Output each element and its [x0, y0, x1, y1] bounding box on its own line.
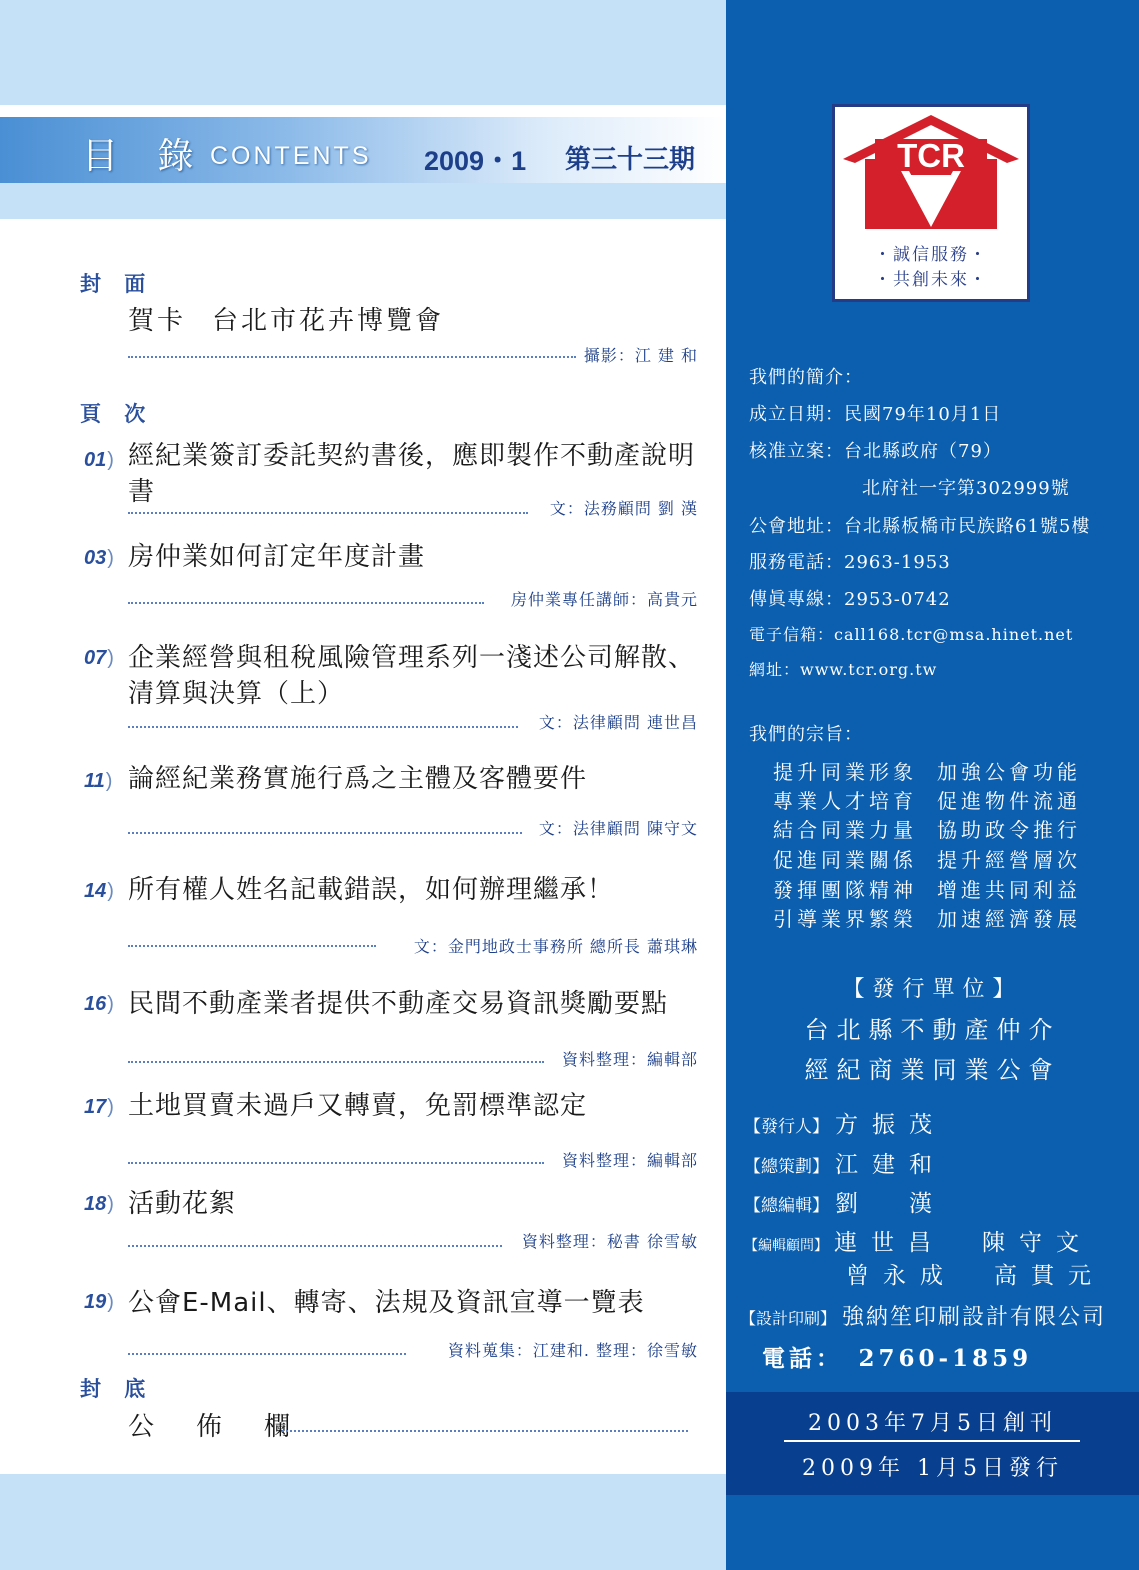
toc-author: 資料蒐集：江建和. 整理：徐雪敏 — [447, 1341, 698, 1360]
editor-row: 【總編輯】 劉 漢 — [744, 1191, 946, 1217]
toc-author: 資料整理：編輯部 — [561, 1151, 698, 1170]
toc-page-number: 17 ) — [84, 1096, 114, 1119]
publisher-label: 【發行單位】 — [842, 977, 1023, 1002]
toc-author: 文：法律顧問 陳守文 — [538, 819, 698, 838]
purpose-row: 發揮團隊精神 增進共同利益 — [773, 878, 1081, 902]
pages-section-label: 頁 次 — [80, 402, 154, 426]
toc-page-number: 16 ) — [84, 993, 114, 1016]
bottom-band — [0, 1474, 726, 1570]
intro-address: 公會地址：台北縣板橋市民族路61號5樓 — [749, 516, 1091, 537]
purpose-row: 引導業界繁榮 加速經濟發展 — [773, 907, 1081, 931]
toc-title: 經紀業簽訂委託契約書後，應即製作不動產說明書 — [128, 441, 696, 507]
leader-dots — [128, 832, 522, 834]
purpose-heading: 我們的宗旨： — [749, 724, 863, 745]
slogan-line-1: ・誠信服務・ — [874, 245, 988, 265]
leader-dots — [128, 1162, 544, 1164]
top-band — [0, 0, 726, 105]
purpose-row: 促進同業關係 提升經營層次 — [773, 848, 1081, 872]
toc-page-number: 18 ) — [84, 1193, 114, 1216]
contents-title-en: CONTENTS — [210, 142, 372, 170]
purpose-row: 專業人才培育 促進物件流通 — [773, 789, 1081, 813]
printer-row: 【設計印刷】 強納笙印刷設計有限公司 — [740, 1305, 1107, 1330]
planner-row: 【總策劃】 江建和 — [744, 1152, 946, 1178]
slogan-line-2: ・共創未來・ — [874, 270, 988, 290]
leader-dots — [128, 1245, 502, 1247]
toc-author: 文：金門地政士事務所 總所長 蕭琪琳 — [413, 937, 698, 956]
intro-website[interactable]: 網址：www.tcr.org.tw — [749, 660, 938, 679]
advisor-row: 【編輯顧問】 連世昌 陳守文 — [744, 1230, 1093, 1256]
contents-title-zh: 目 錄 — [82, 136, 208, 177]
printer-phone: 電話： 2760-1859 — [762, 1345, 1033, 1372]
toc-page-number: 14 ) — [84, 880, 114, 903]
toc-page-number: 07 ) — [84, 647, 114, 670]
toc-title: 企業經營與租稅風險管理系列一淺述公司解散、清算與決算（上） — [128, 643, 696, 709]
date-divider — [784, 1440, 1080, 1442]
toc-author: 房仲業專任講師：高貴元 — [510, 590, 698, 609]
cover-section-label: 封 面 — [80, 272, 154, 296]
cover-title-b: 台北市花卉博覽會 — [212, 306, 445, 336]
cover-title-a: 賀卡 — [128, 306, 187, 336]
intro-email[interactable]: 電子信箱：call168.tcr@msa.hinet.net — [749, 625, 1074, 644]
intro-approval: 核准立案：台北縣政府（79） — [749, 441, 1002, 462]
toc-title: 房仲業如何訂定年度計畫 — [128, 542, 426, 572]
leader-dots — [128, 1061, 544, 1063]
back-section-label: 封 底 — [80, 1377, 154, 1401]
leader-dots — [128, 512, 528, 514]
header-band — [0, 183, 726, 219]
publisher-name-1: 台北縣不動產仲介 — [804, 1016, 1061, 1044]
toc-author: 資料整理：秘書 徐雪敏 — [521, 1232, 698, 1251]
intro-approval-number: 北府社一字第302999號 — [862, 478, 1070, 499]
purpose-row: 提升同業形象 加強公會功能 — [773, 760, 1081, 784]
issuer-row: 【發行人】 方振茂 — [744, 1112, 946, 1138]
intro-heading: 我們的簡介： — [749, 367, 863, 388]
toc-author: 文：法務顧問 劉 漢 — [549, 499, 698, 518]
intro-fax: 傳眞專線：2953-0742 — [749, 589, 951, 610]
toc-title: 論經紀業務實施行爲之主體及客體要件 — [128, 764, 588, 794]
cover-credit: 攝影：江 建 和 — [583, 346, 698, 365]
issued-date: 2009年 1月5日發行 — [802, 1456, 1063, 1481]
intro-phone: 服務電話：2963-1953 — [749, 552, 951, 573]
toc-page-number: 03 ) — [84, 547, 114, 570]
issue-date: 2009・1 — [424, 146, 527, 176]
toc-author: 資料整理：編輯部 — [561, 1050, 698, 1069]
toc-page-number: 11 ) — [84, 770, 112, 793]
leader-dots — [128, 1353, 406, 1355]
toc-title: 所有權人姓名記載錯誤，如何辦理繼承！ — [128, 875, 615, 905]
purpose-row: 結合同業力量 協助政令推行 — [773, 818, 1081, 842]
intro-founded: 成立日期：民國79年10月1日 — [749, 404, 1002, 425]
issue-number: 第三十三期 — [565, 145, 696, 175]
toc-author: 文：法律顧問 連世昌 — [538, 713, 698, 732]
leader-dots — [128, 602, 484, 604]
toc-page-number: 01 ) — [84, 449, 114, 472]
toc-title: 公會E-Mail、轉寄、法規及資訊宣導一覽表 — [128, 1288, 645, 1318]
toc-page-number: 19 ) — [84, 1291, 114, 1314]
cover-title — [128, 300, 444, 337]
leader-dots — [282, 1430, 688, 1432]
toc-title: 活動花絮 — [128, 1189, 237, 1219]
advisor-row-2: 曾永成 高貫元 — [846, 1263, 1105, 1289]
toc-title: 土地買賣未過戶又轉賣，免罰標準認定 — [128, 1091, 588, 1121]
founded-date: 2003年7月5日創刊 — [808, 1411, 1057, 1436]
leader-dots — [128, 356, 576, 358]
publisher-name-2: 經紀商業同業公會 — [804, 1056, 1061, 1084]
svg-text:TCR: TCR — [897, 137, 965, 174]
leader-dots — [128, 945, 376, 947]
back-cover-title[interactable]: 公佈欄 — [128, 1412, 333, 1442]
leader-dots — [128, 726, 518, 728]
toc-title: 民間不動產業者提供不動產交易資訊獎勵要點 — [128, 989, 669, 1019]
